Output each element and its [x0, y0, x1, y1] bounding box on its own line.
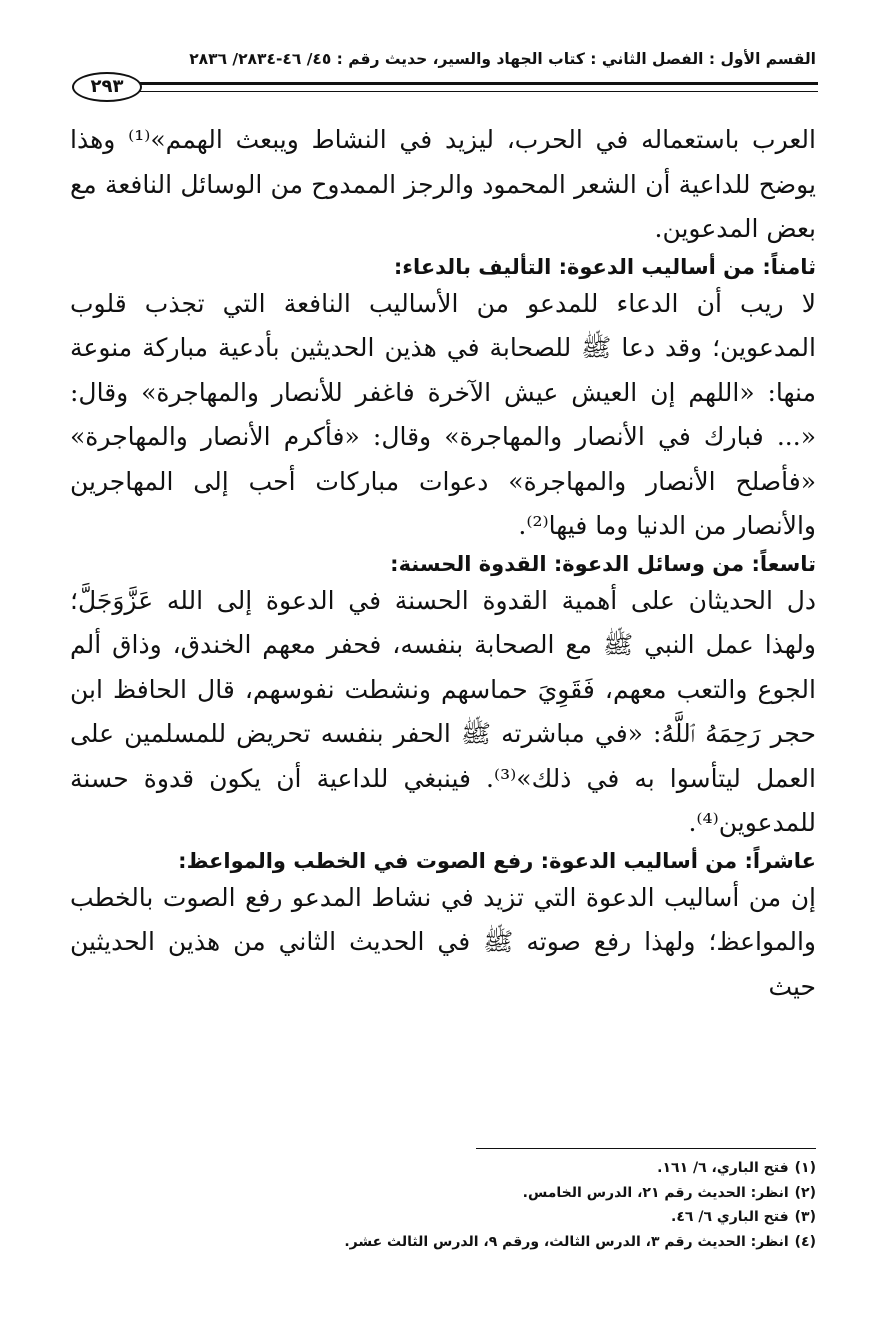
section-heading-10: عاشراً: من أساليب الدعوة: رفع الصوت في الخطب والمواعظ:	[178, 848, 816, 873]
footnote-item	[70, 1181, 816, 1206]
footnote-text: فتح الباري ٦/ ٤٦.	[671, 1209, 789, 1225]
footnote-number: (٣)	[794, 1209, 816, 1225]
header-rule	[140, 82, 818, 92]
page-number: ٢٩٣	[72, 72, 142, 102]
section-heading-8: ثامناً: من أساليب الدعوة: التأليف بالدعاء:	[393, 254, 816, 279]
footnote-item	[70, 1156, 816, 1181]
footnote-rule	[476, 1148, 816, 1149]
footnote-number: (٢)	[794, 1184, 816, 1201]
footnotes	[70, 1156, 816, 1254]
footnote-item	[70, 1230, 816, 1255]
running-head: القسم الأول : الفصل الثاني : كتاب الجهاد والسير، حديث رقم : ٤٥/ ٤٦-٢٨٣٤/ ٢٨٣٦	[189, 50, 816, 68]
footnote-text: فتح الباري، ٦/ ١٦١.	[657, 1160, 789, 1176]
paragraph-raising-voice: إن من أساليب الدعوة التي تزيد في نشاط المدعو رفع الصوت بالخطب والمواعظ؛ ولهذا رفع صوته ﷺ في الحديث الثاني من هذين الحديثين حيث	[70, 882, 816, 1001]
footnote-text: انظر: الحديث رقم ٣، الدرس الثالث، ورقم ٩، الدرس الثالث عشر.	[344, 1233, 789, 1250]
paragraph-role-model: دل الحديثان على أهمية القدوة الحسنة في الدعوة إلى الله عَزَّوَجَلَّ؛ ولهذا عمل النبي ﷺ مع الصحابة بنفسه، فحفر معهم الخندق، وذاق ألم الجوع والتعب معهم، فَقَوِيَ حماسهم ونشطت نفوسهم، قال الحافظ ابن حجر رَحِمَهُ ٱللَّهُ: «في مباشرته ﷺ الحفر بنفسه تحريض للمسلمين على العمل ليتأسوا به في ذلك»⁽³⁾. فينبغي للداعية أن يكون قدوة حسنة للمدعوين⁽⁴⁾.	[70, 585, 816, 837]
footnote-item	[70, 1205, 816, 1230]
footnote-text: انظر: الحديث رقم ٢١، الدرس الخامس.	[522, 1184, 789, 1201]
paragraph-prayer: لا ريب أن الدعاء للمدعو من الأساليب النافعة التي تجذب قلوب المدعوين؛ وقد دعا ﷺ للصحابة في هذين الحديثين بأدعية مباركة منوعة منها: «اللهم إن العيش عيش الآخرة فاغفر للأنصار والمهاجرة» وقال: «... فبارك في الأنصار والمهاجرة» وقال: «فأكرم الأنصار والمهاجرة» «فأصلح الأنصار والمهاجرة» دعوات مباركات أحب إلى المهاجرين والأنصار من الدنيا وما فيها⁽²⁾.	[70, 288, 816, 540]
section-heading-9: تاسعاً: من وسائل الدعوة: القدوة الحسنة:	[390, 551, 816, 576]
footnote-number: (٤)	[794, 1233, 816, 1250]
footnote-number: (١)	[794, 1160, 816, 1176]
paragraph-intro: العرب باستعماله في الحرب، ليزيد في النشاط ويبعث الهمم»⁽¹⁾ وهذا يوضح للداعية أن الشعر المحمود والرجز الممدوح من الوسائل النافعة مع بعض المدعوين.	[70, 125, 816, 243]
body-text	[70, 118, 816, 1009]
